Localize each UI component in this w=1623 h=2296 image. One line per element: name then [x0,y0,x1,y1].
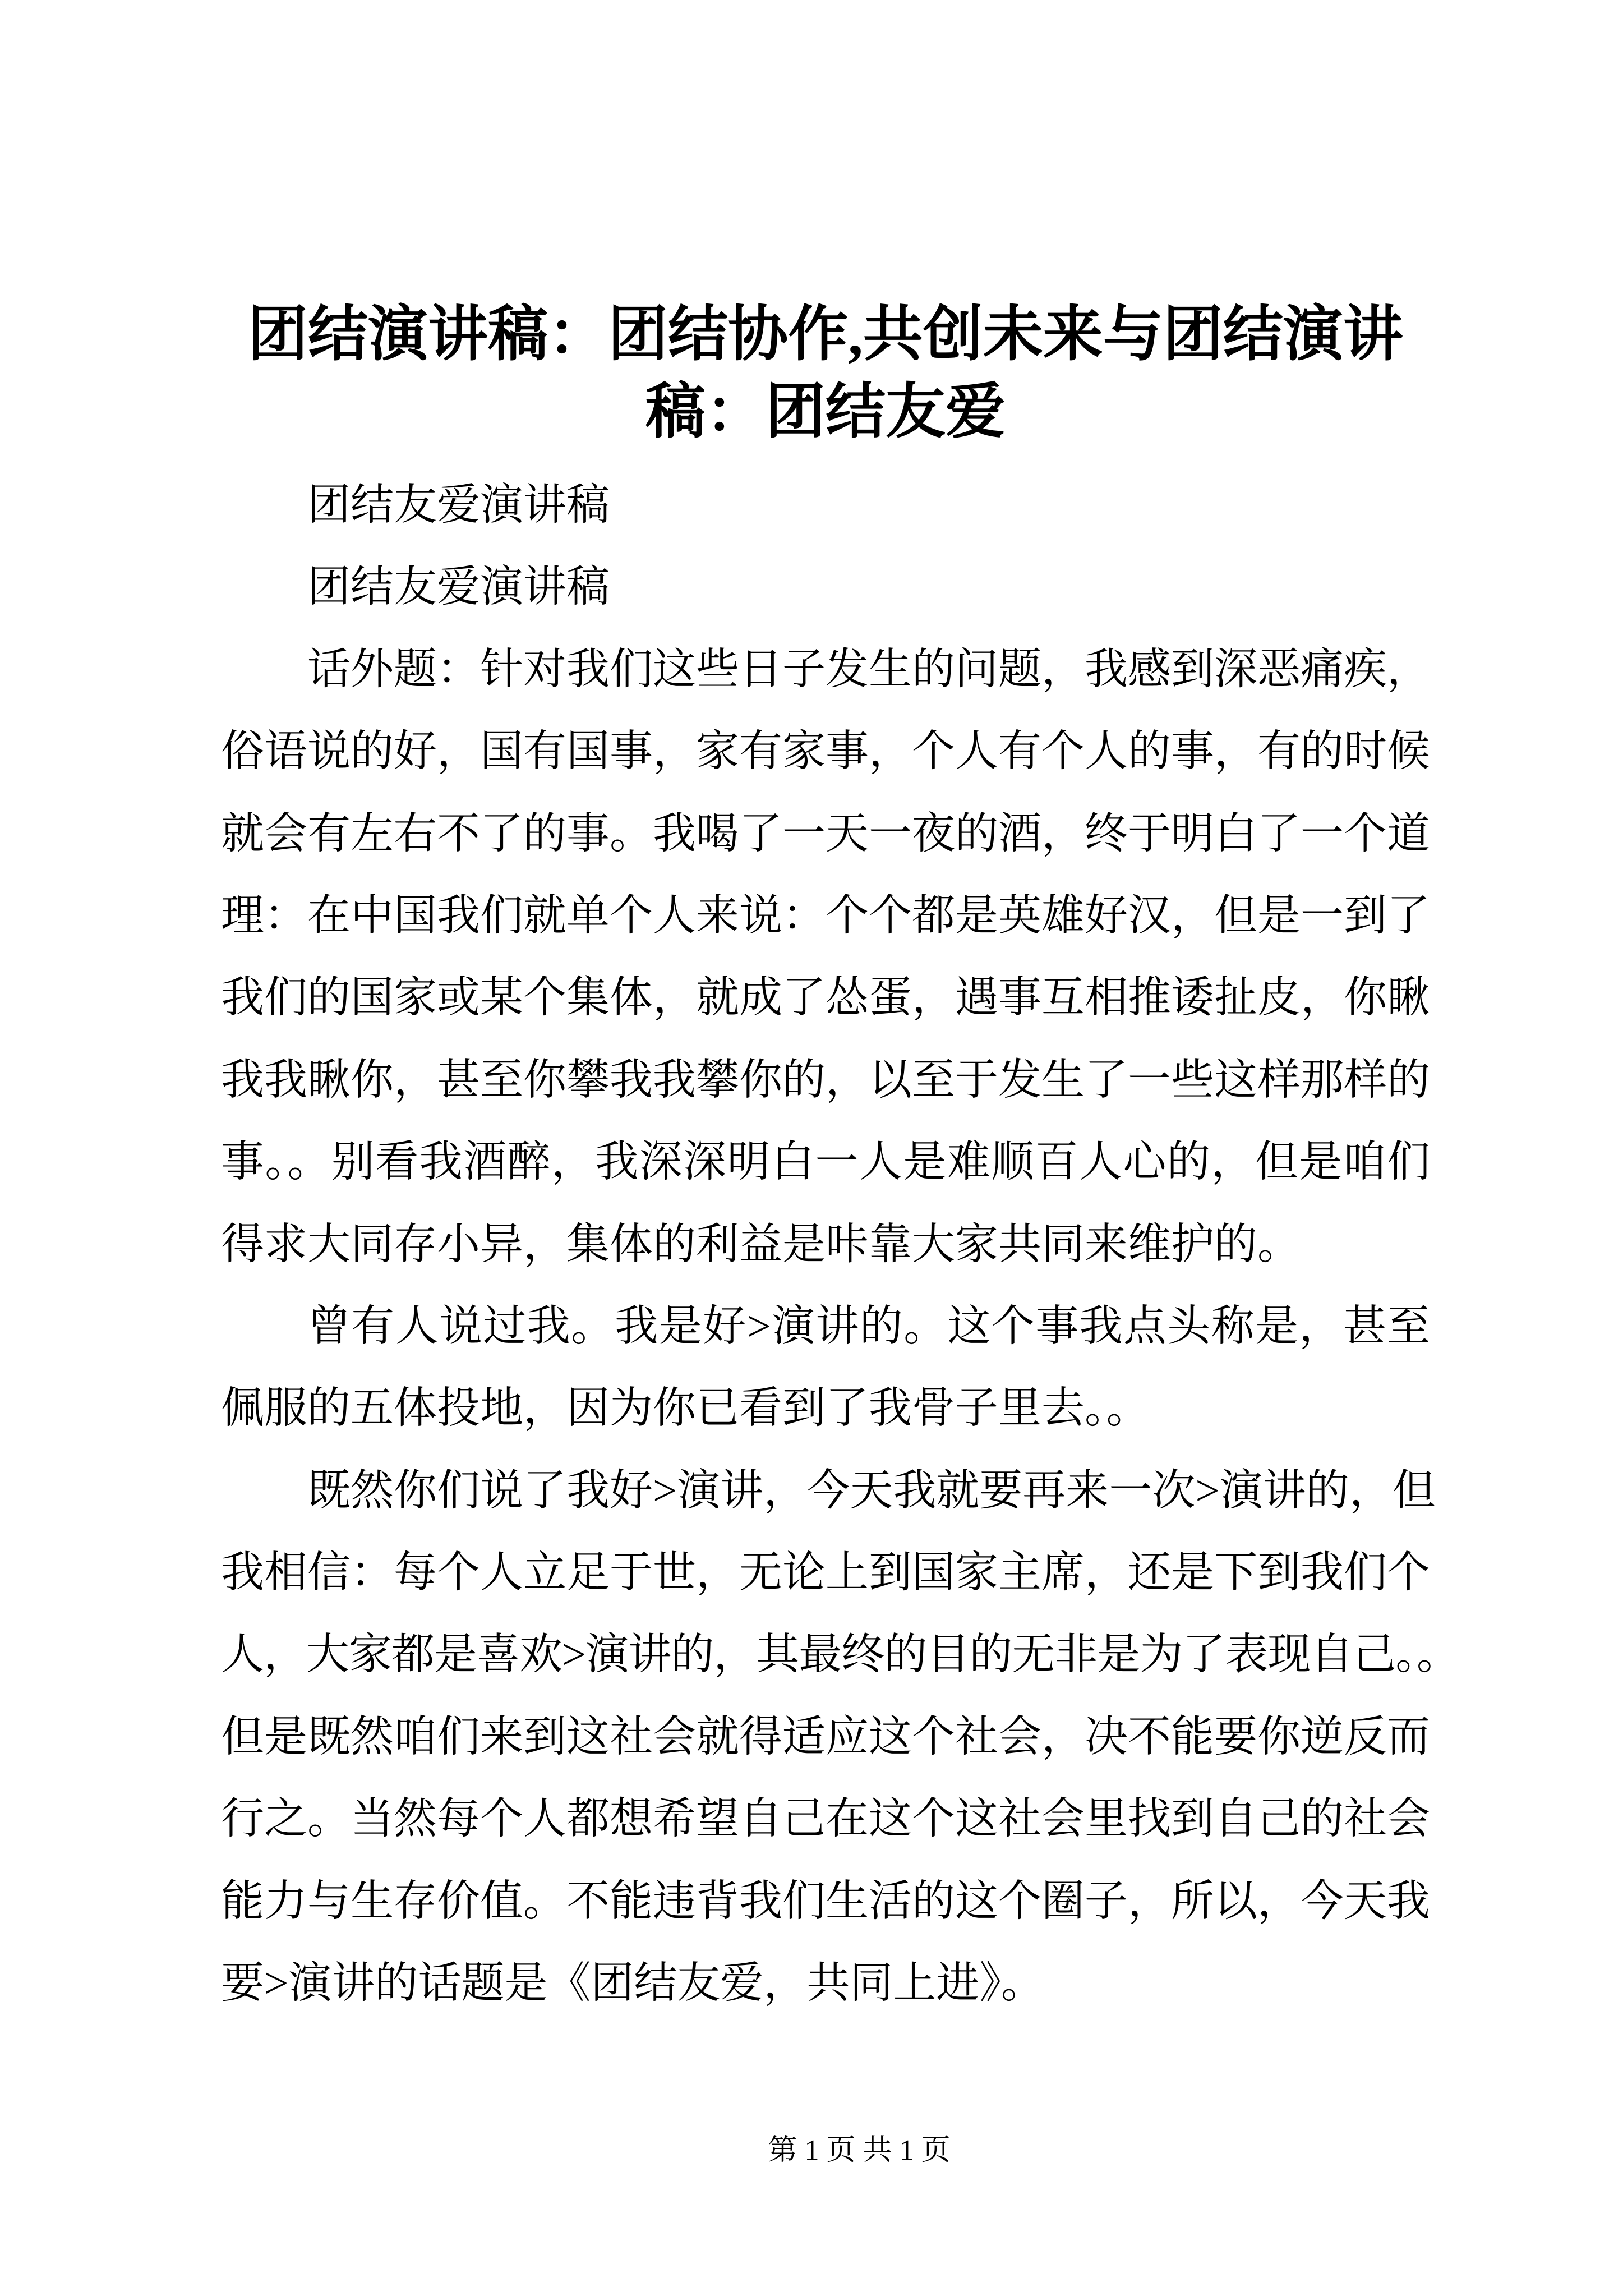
paragraph [221,1450,1459,2024]
paragraph-line: 佩服的五体投地，因为你已看到了我骨子里去。。 [221,1384,1150,1433]
title-line: 稿：团结友爱 [645,379,1006,445]
document-title [221,296,1430,451]
paragraph [221,546,1430,628]
paragraph-line: 话外题：针对我们这些日子发生的问题，我感到深恶痛疾， [307,645,1430,693]
paragraph-line: 要>演讲的话题是《团结友爱，共同上进》。 [221,1959,1044,2008]
paragraph-line: 但是既然咱们来到这社会就得适应这个社会，决不能要你逆反而 [221,1712,1430,1761]
title-line: 团结演讲稿：团结协作,共创未来与团结演讲 [248,302,1403,368]
paragraph-line: 能力与生存价值。不能违背我们生活的这个圈子，所以，今天我 [221,1876,1430,1925]
paragraph-line: 团结友爱演讲稿 [307,563,610,611]
page-number-footer: 第 1 页 共 1 页 [768,2134,951,2166]
paragraph [221,628,1430,1285]
paragraph-line: 俗语说的好，国有国事，家有家事，个人有个人的事，有的时候 [221,727,1430,776]
document-body [221,464,1459,2024]
paragraph [221,1285,1430,1450]
paragraph-line: 就会有左右不了的事。我喝了一天一夜的酒，终于明白了一个道 [221,809,1430,858]
paragraph-line: 我我瞅你，甚至你攀我我攀你的，以至于发生了一些这样那样的 [221,1055,1430,1104]
paragraph-line: 行之。当然每个人都想希望自己在这个这社会里找到自己的社会 [221,1795,1430,1843]
paragraph-line: 人，大家都是喜欢>演讲的，其最终的目的无非是为了表现自己。。 [221,1630,1459,1679]
paragraph [221,464,1430,546]
paragraph-line: 我相信：每个人立足于世，无论上到国家主席，还是下到我们个 [221,1548,1430,1597]
paragraph-line: 得求大同存小异，集体的利益是咔靠大家共同来维护的。 [221,1220,1301,1268]
paragraph-line: 理：在中国我们就单个人来说：个个都是英雄好汉，但是一到了 [221,891,1430,940]
paragraph-line: 事。。别看我酒醉，我深深明白一人是难顺百人心的，但是咱们 [221,1138,1430,1186]
paragraph-line: 团结友爱演讲稿 [307,481,610,529]
paragraph-line: 我们的国家或某个集体，就成了怂蛋，遇事互相推诿扯皮，你瞅 [221,973,1430,1022]
paragraph-line: 既然你们说了我好>演讲，今天我就要再来一次>演讲的，但 [307,1466,1436,1515]
paragraph-line: 曾有人说过我。我是好>演讲的。这个事我点头称是，甚至 [307,1301,1430,1350]
